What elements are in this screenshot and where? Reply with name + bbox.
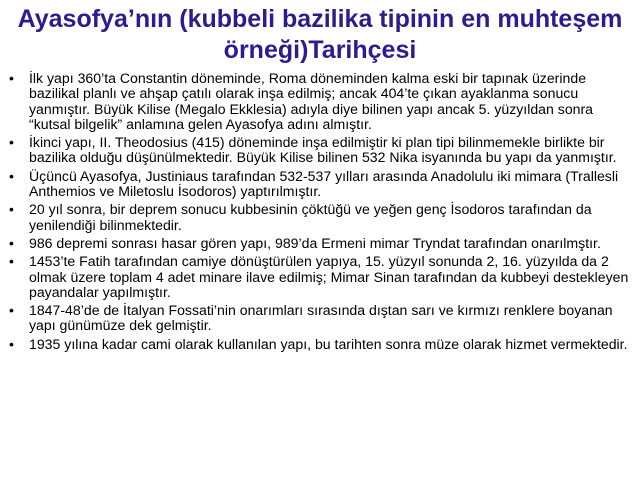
bullet-dot-icon: • (9, 134, 14, 151)
bullet-item (0, 71, 640, 132)
bullet-item (0, 254, 640, 300)
bullet-dot-icon: • (9, 253, 14, 270)
slide-title: Ayasofya’nın (kubbeli bazilika tipinin en muhteşem örneği)Tarihçesi (17, 5, 623, 64)
bullet-item (0, 169, 640, 200)
bullet-text: 986 depremi sonrası hasar gören yapı, 989’da Ermeni mimar Tryndat tarafından onarılmştır. (29, 234, 601, 251)
bullet-dot-icon: • (9, 234, 14, 251)
bullet-item (0, 202, 640, 233)
bullet-item (0, 135, 640, 166)
bullet-dot-icon: • (9, 302, 14, 319)
bullet-list (0, 71, 640, 355)
bullet-item (0, 236, 640, 251)
bullet-text: 20 yıl sonra, bir deprem sonucu kubbesinin çöktüğü ve yeğen genç İsodoros tarafından da yenilendiği bilinmektedir. (29, 201, 592, 233)
bullet-text: 1935 yılına kadar cami olarak kullanılan yapı, bu tarihten sonra müze olarak hizmet vermektedir. (29, 335, 628, 352)
bullet-text: Üçüncü Ayasofya, Justiniaus tarafından 532-537 yılları arasında Anadolulu iki mimara (Trallesli Anthemios ve Miletoslu İsodoros) yaptırılmıştır. (29, 167, 619, 200)
bullet-dot-icon: • (9, 70, 14, 86)
bullet-dot-icon: • (9, 167, 14, 184)
bullet-item (0, 337, 640, 352)
bullet-text: İlk yapı 360’ta Constantin döneminde, Roma döneminden kalma eski bir tapınak üzerinde bazilikal planlı ve ahşap çatılı olarak inşa edilmiş; ancak 404’te çıkan ayaklanma sonucu yanmıştır. Büyük Kilise (Megalo Ekklesia) adıyla diye bilinen yapı ancak 5. yüzyıldan sonra “kutsal bilgelik” anlamına gelen Ayasofya adını almıştır. (29, 70, 594, 132)
bullet-dot-icon: • (9, 335, 14, 352)
bullet-text: 1453’te Fatih tarafından camiye dönüştürülen yapıya, 15. yüzyıl sonunda 2, 16. yüzyılda da 2 olmak üzere toplam 4 adet minare ilave edilmiş; Mimar Sinan tarafından da kubbeyi destekleyen payandalar yapılmıştır. (29, 253, 629, 300)
bullet-text: 1847-48’de de İtalyan Fossati’nin onarımları sırasında dıştan sarı ve kırmızı renklere boyanan yapı günümüze dek gelmiştir. (29, 302, 613, 334)
bullet-dot-icon: • (9, 201, 14, 218)
bullet-text: İkinci yapı, II. Theodosius (415) döneminde inşa edilmiştir ki plan tipi bilinmemekle birlikte bir bazilika olduğu düşünülmektedir. Büyük Kilise bilinen 532 Nika isyanında bu yapı da yanmıştır. (29, 134, 617, 166)
bullet-item (0, 303, 640, 334)
